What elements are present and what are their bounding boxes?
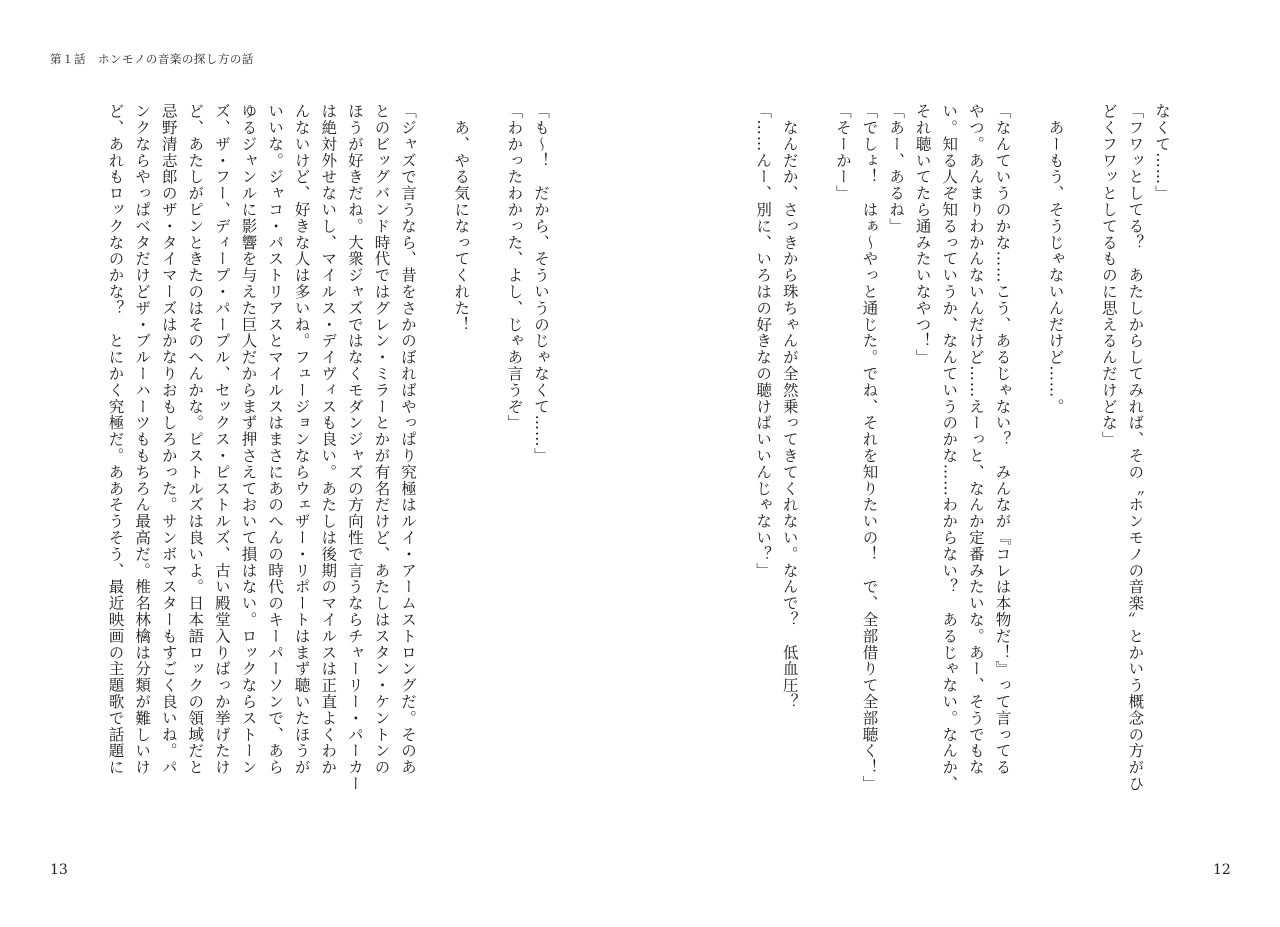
right-page-line: なんだか、さっきから珠ちゃんが全然乗ってきてくれない。なんで？ 低血圧？: [780, 103, 799, 710]
left-page-line: ンクならやっぱベタだけどザ・ブルーハーツももちろん最高だ。椎名林檎は分類が難しいけ: [133, 103, 152, 776]
right-page-line: どくフワッとしてるものに思えるんだけどな」: [1099, 103, 1118, 448]
running-head: 第１話 ホンモノの音楽の探し方の話: [50, 52, 254, 66]
right-page-line: あーもう、そうじゃないんだけど……。: [1046, 103, 1065, 415]
right-page-line: 「でしょ！ はぁ～やっと通じた。でね、それを知りたいの！ で、全部借りて全部聴く！」: [860, 103, 879, 792]
right-page-line: 「フワッとしてる？ あたしからしてみれば、その〝ホンモノの音楽〟とかいう概念の方がひ: [1126, 103, 1145, 792]
right-page-line: 「……んー、別に、いろはの好きなの聴けばいいんじゃない？」: [754, 103, 773, 579]
left-page-line: 忌野清志郎のザ・タイマーズはかなりおもしろかった。サンボマスターもすごく良いね。パ: [159, 103, 178, 776]
left-page-line: とのビッグバンド時代ではグレン・ミラーとかが有名だけど、あたしはスタン・ケントンの: [372, 103, 391, 776]
page-number-left: 13: [50, 862, 68, 878]
left-page-text: [84, 103, 554, 793]
left-page-line: あ、やる気になってくれた！: [452, 103, 471, 333]
right-page-line: 「なんていうのかな……こう、あるじゃない？ みんなが『コレは本物だ！』って言ってる: [993, 103, 1012, 776]
left-page-line: いいな。ジャコ・パストリアスとマイルスはまさにあのへんの時代のキーパーソンで、あら: [266, 103, 285, 776]
left-page-line: [421, 103, 448, 793]
left-page-line: ズ、ザ・フー、ディープ・パープル、セックス・ピストルズ、古い殿堂入りばっか挙げたけ: [212, 103, 231, 776]
right-page-line: 「そーかー」: [833, 103, 852, 202]
left-page-line: 「ジャズで言うなら、昔をさかのぼればやっぱり究極はルイ・アームストロングだ。そのあ: [399, 103, 418, 776]
left-page-line: んないけど、好きな人は多いね。フュージョンならウェザー・リポートはまず聴いたほうが: [292, 103, 311, 776]
right-page-line: やつ。あんまりわかんないんだけど……えーっと、なんか定番みたいな。あー、そうでもな: [966, 103, 985, 776]
right-page-line: い。知る人ぞ知るっていうか、なんていうのかな……わからない？ あるじゃない。なんか、: [940, 103, 959, 792]
left-page-line: ど、あれもロックなのかな？ とにかく究極だ。ああそうそう、最近映画の主題歌で話題に: [106, 103, 125, 776]
right-page-line: [1069, 103, 1096, 793]
right-page-line: 「あー、あるね」: [887, 103, 906, 235]
left-page-line: ど、あたしがピンときたのはそのへんかな。ピストルズは良いよ。日本語ロックの領域だと: [186, 103, 205, 776]
left-page-line: ゆるジャンルに影響を与えた巨人だからまず押さえておいて損はない。ロックならストーン: [239, 103, 258, 776]
right-page-line: [1015, 103, 1042, 793]
left-page-line: ほうが好きだね。大衆ジャズではなくモダンジャズの方向性で言うならチャーリー・パーカー: [345, 103, 364, 792]
left-page-line: は絶対外せないし、マイルス・デイヴィスも良い。あたしは後期のマイルスは正直よくわか: [319, 103, 338, 776]
right-page-line: [803, 103, 830, 793]
right-page-text: [713, 103, 1175, 793]
right-page-line: それ聴いてたら通みたいなやつ！」: [913, 103, 932, 366]
left-page-line: [474, 103, 501, 793]
left-page-line: 「も～！ だから、そういうのじゃなくて……」: [532, 103, 550, 464]
left-page-line: 「わかったわかった、よし、じゃあ言うぞ」: [505, 103, 524, 431]
page-number-right: 12: [1213, 862, 1231, 878]
right-page-line: なくて……」: [1153, 103, 1171, 202]
